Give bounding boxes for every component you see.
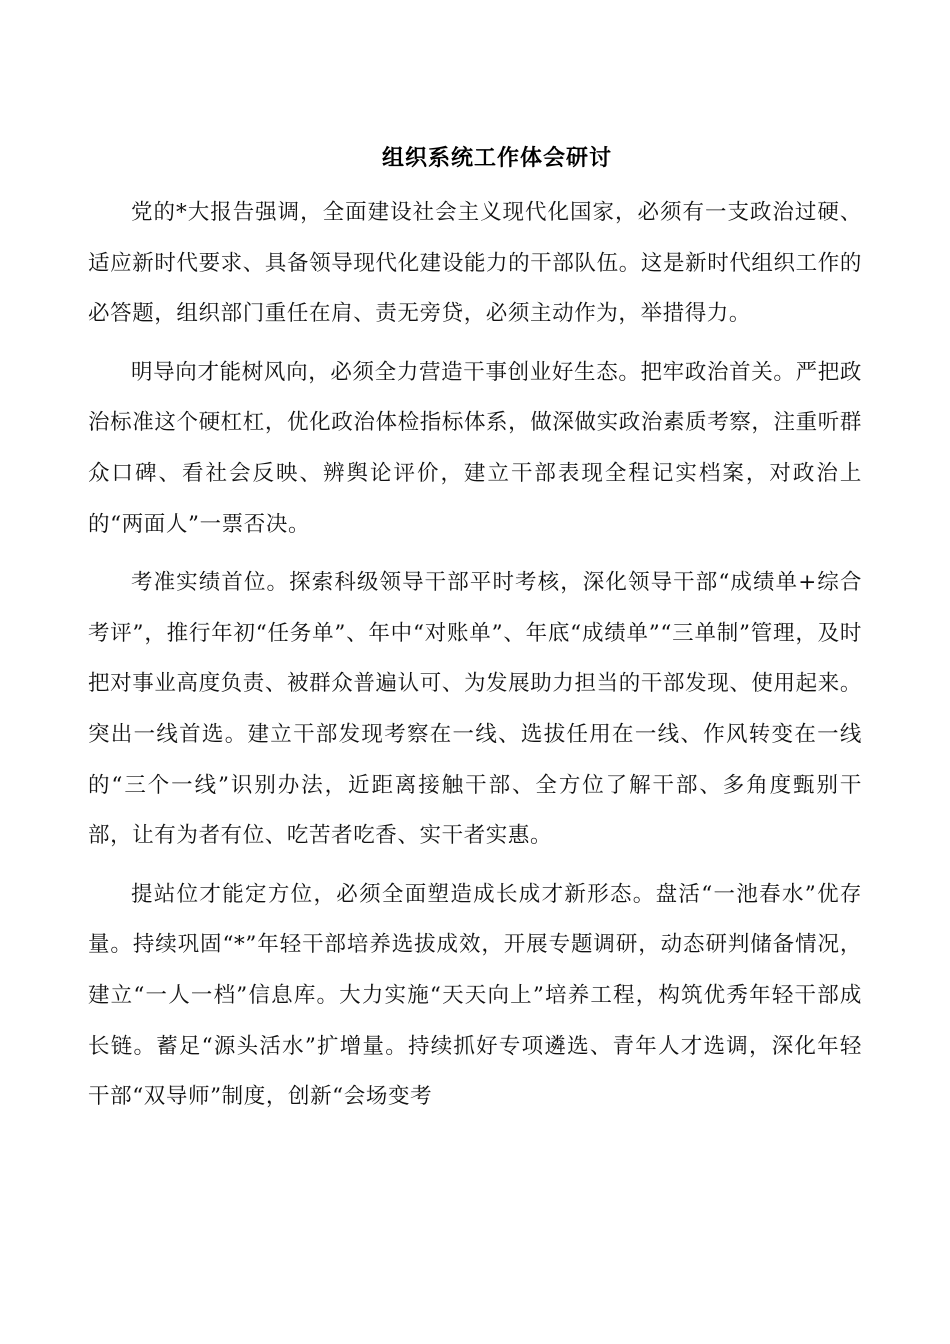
paragraph-4: 提站位才能定方位，必须全面塑造成长成才新形态。盘活“一池春水”优存量。持续巩固“*”年轻干部培养选拔成效，开展专题调研，动态研判储备情况，建立“一人一档”信息库。大力实施“天天向上”培养工程，构筑优秀年轻干部成长链。蓄足“源头活水”扩增量。持续抓好专项遴选、青年人才选调，深化年轻干部“双导师”制度，创新“会场变考 (88, 881, 862, 1110)
document-title: 组织系统工作体会研讨 (381, 145, 612, 171)
document-body (88, 188, 862, 1131)
paragraph-1: 党的*大报告强调，全面建设社会主义现代化国家，必须有一支政治过硬、适应新时代要求、具备领导现代化建设能力的干部队伍。这是新时代组织工作的必答题，组织部门重任在肩、责无旁贷，必须主动作为，举措得力。 (88, 200, 862, 327)
paragraph-3: 考准实绩首位。探索科级领导干部平时考核，深化领导干部“成绩单+综合考评”，推行年初“任务单”、年中“对账单”、年底“成绩单”“三单制”管理，及时把对事业高度负责、被群众普遍认可、为发展助力担当的干部发现、使用起来。突出一线首选。建立干部发现考察在一线、选拔任用在一线、作风转变在一线的“三个一线”识别办法，近距离接触干部、全方位了解干部、多角度甄别干部，让有为者有位、吃苦者吃香、实干者实惠。 (88, 570, 862, 849)
paragraph-2: 明导向才能树风向，必须全力营造干事创业好生态。把牢政治首关。严把政治标准这个硬杠杠，优化政治体检指标体系，做深做实政治素质考察，注重听群众口碑、看社会反映、辨舆论评价，建立干部表现全程记实档案，对政治上的“两面人”一票否决。 (88, 359, 862, 537)
